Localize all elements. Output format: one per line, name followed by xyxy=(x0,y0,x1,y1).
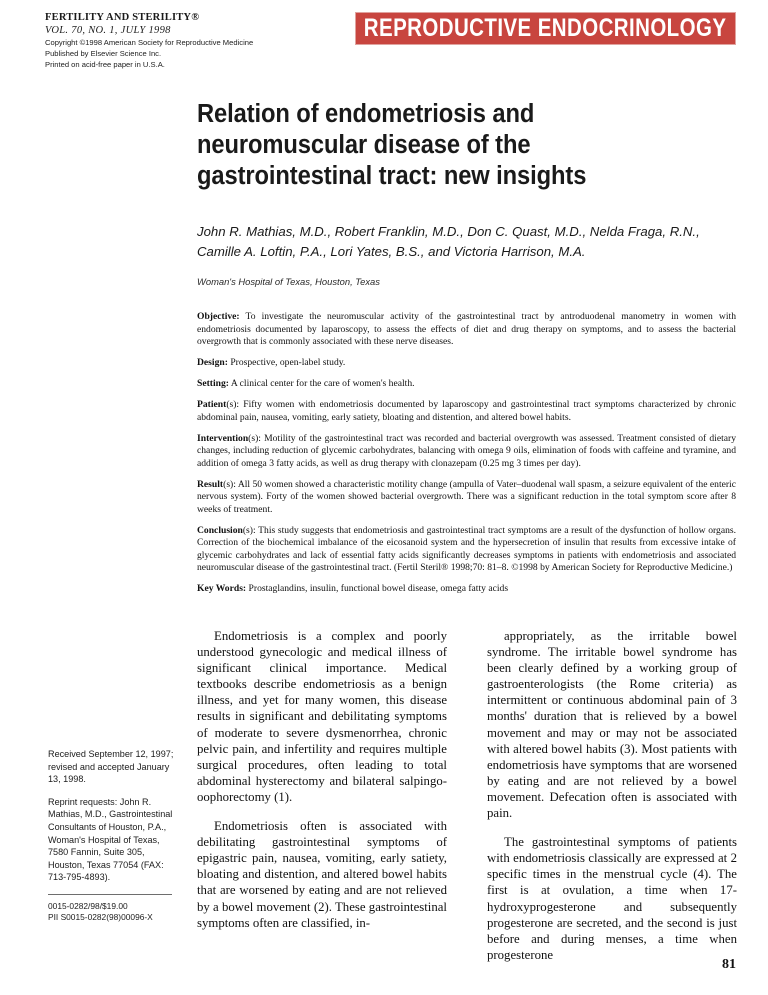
body-paragraph: appropriately, as the irritable bowel syndrome. The irritable bowel syndrome has been clearly defined by a working group of gastroenterologists (the Rome criteria) as intermittent or continuous abdominal pain of 3 months' duration that is relieved by a bowel movement and may or may not be associated with altered bowel habits (3). Most patients with endometriosis have symptoms that are worsened by eating and are not relieved by a bowel movement. Defecation often is associated with pain. xyxy=(487,629,737,821)
body-paragraph: Endometriosis often is associated with debilitating gastrointestinal symptoms of epigastric pain, nausea, vomiting, early satiety, bloating and distention, and altered bowel habits that are worsened by eating and are not relieved by a bowel movement (2). These gastrointestinal symptoms often are classified, in- xyxy=(197,819,447,930)
printed-line: Printed on acid-free paper in U.S.A. xyxy=(45,60,165,70)
abstract-section xyxy=(197,399,736,424)
section-banner-label: REPRODUCTIVE ENDOCRINOLOGY xyxy=(364,14,727,42)
body-column-right xyxy=(487,628,737,963)
author-line-1: John R. Mathias, M.D., Robert Franklin, M.D., Don C. Quast, M.D., Nelda Fraga, R.N., xyxy=(197,224,700,239)
author-line-2: Camille A. Loftin, P.A., Lori Yates, B.S., and Victoria Harrison, M.A. xyxy=(197,243,586,259)
keywords-label: Key Words: xyxy=(197,583,247,594)
abstract-section-text: Prospective, open-label study. xyxy=(227,357,346,368)
body-paragraph: Endometriosis is a complex and poorly understood gynecologic and medical illness of significant clinical importance. Medical textbooks describe endometriosis as a benign illness, and yet for many women, this disease results in significant and debilitating symptoms of moderate to severe dysmenorrhea, chronic pelvic pain, and infertility and requires multiple surgical procedures, often leading to total abdominal hysterectomy and bilateral salpingo-oophorectomy (1). xyxy=(197,629,447,804)
keywords-text: Prostaglandins, insulin, functional bowel disease, omega fatty acids xyxy=(246,583,509,594)
abstract-section xyxy=(197,479,736,517)
abstract-section-text: Fifty women with endometriosis documented by laparoscopy and gastrointestinal tract symptoms characterized by chronic abdominal pain, nausea, vomiting, early satiety, bloating and distention, and altered bowel habits. xyxy=(197,399,736,423)
abstract-section xyxy=(197,378,736,391)
received-note: Received September 12, 1997; revised and accepted January 13, 1998. xyxy=(48,749,174,785)
keywords xyxy=(197,583,736,596)
abstract-section-label: Setting: xyxy=(197,378,229,389)
issn-line: 0015-0282/98/$19.00 xyxy=(48,900,128,911)
title-block xyxy=(197,99,737,288)
abstract-section-label-suffix: (s): xyxy=(226,399,240,410)
pii-line: PII S0015-0282(98)00096-X xyxy=(48,911,153,922)
publisher-line: Published by Elsevier Science Inc. xyxy=(45,49,162,59)
abstract-section xyxy=(197,311,736,349)
page-title-line-1: Relation of endometriosis and xyxy=(197,100,535,128)
abstract-section-label: Intervention xyxy=(197,432,249,444)
reprint-request-note: Reprint requests: John R. Mathias, M.D., Gastrointestinal Consultants of Houston, P.A., Woman's Hospital of Texas, 7580 Fannin, Suite 305, Houston, Texas 77054 (FAX: 713-795-4893). xyxy=(48,796,173,883)
abstract-sections xyxy=(197,311,736,575)
affiliation: Woman's Hospital of Texas, Houston, Texas xyxy=(197,276,380,287)
copyright-line: Copyright ©1998 American Society for Reproductive Medicine xyxy=(45,38,254,47)
body-paragraph: The gastrointestinal symptoms of patients with endometriosis classically are expressed at 2 specific times in the menstrual cycle (4). The first is at ovulation, a time when 17-hydroxyprogesterone and subsequently progesterone are secreted, and the second is just before and during menses, a time when progesterone xyxy=(487,835,737,962)
abstract-section-text: To investigate the neuromuscular activity of the gastrointestinal tract by antroduodenal manometry in women with endometriosis documented by laparoscopy, to assess the effects of diet and drug therapy on symptoms, and to assess the bacterial overgrowth that is commonly associated with these nerve diseases. xyxy=(197,311,736,347)
abstract-section-label-suffix: (s): xyxy=(223,478,236,490)
abstract-section-text: Motility of the gastrointestinal tract was recorded and bacterial overgrowth was assessed. Treatment consisted of dietary changes, including reduction of glycemic carbohydrates, balancing with omega 9 oils, elimination of foods with caffeine and tyramine, and addition of omega 3 fatty acids, as well as drug therapy with clonazepam (0.25 mg 3 times per day). xyxy=(197,432,736,469)
abstract-section-label-suffix: (s): xyxy=(242,524,256,536)
page-title xyxy=(197,99,737,192)
sidebar-notes xyxy=(48,748,179,923)
abstract-section xyxy=(197,525,736,575)
journal-masthead xyxy=(45,12,345,71)
abstract-section-label: Design: xyxy=(197,357,228,368)
page-title-line-2: neuromuscular disease of the xyxy=(197,131,531,159)
abstract-section-label: Conclusion xyxy=(197,524,243,536)
journal-name: FERTILITY AND STERILITY® xyxy=(45,12,200,23)
abstract-section-text: All 50 women showed a characteristic motility change (ampulla of Vater–duodenal wall spasm, a seizure equivalent of the enteric nervous system). Forty of the women showed bacterial overgrowth. There was a significant reduction in the total symptom score after 8 weeks of treatment. xyxy=(197,478,736,515)
abstract-section xyxy=(197,357,736,370)
abstract-section-label: Objective: xyxy=(197,311,240,322)
section-banner xyxy=(355,12,736,45)
author-list xyxy=(197,222,737,261)
sidebar-divider xyxy=(48,894,172,895)
abstract-section-label: Patient xyxy=(197,399,227,410)
page-title-line-3: gastrointestinal tract: new insights xyxy=(197,162,587,190)
abstract-section-label-suffix: (s): xyxy=(248,432,261,444)
abstract xyxy=(197,311,736,596)
body-columns xyxy=(197,628,737,963)
abstract-section-text: A clinical center for the care of women's health. xyxy=(228,378,415,389)
journal-volume-line: VOL. 70, NO. 1, JULY 1998 xyxy=(45,25,171,36)
body-column-left xyxy=(197,628,447,963)
abstract-section-label: Result xyxy=(197,478,224,490)
page-number: 81 xyxy=(722,957,736,972)
abstract-section-text: This study suggests that endometriosis and gastrointestinal tract symptoms are a result of the dysfunction of hollow organs. Correction of the biochemical imbalance of the eicosanoid system and the hypersecretion of insulin that results from excessive intake of glycemic carbohydrates and lack of essential fatty acids significantly decreases symptoms in patients with endometriosis and associated neuromuscular disease of the gastrointestinal tract. (Fertil Steril® 1998;70: 81–8. ©1998 by American Society for Reproductive Medicine.) xyxy=(197,524,736,573)
abstract-section xyxy=(197,433,736,471)
